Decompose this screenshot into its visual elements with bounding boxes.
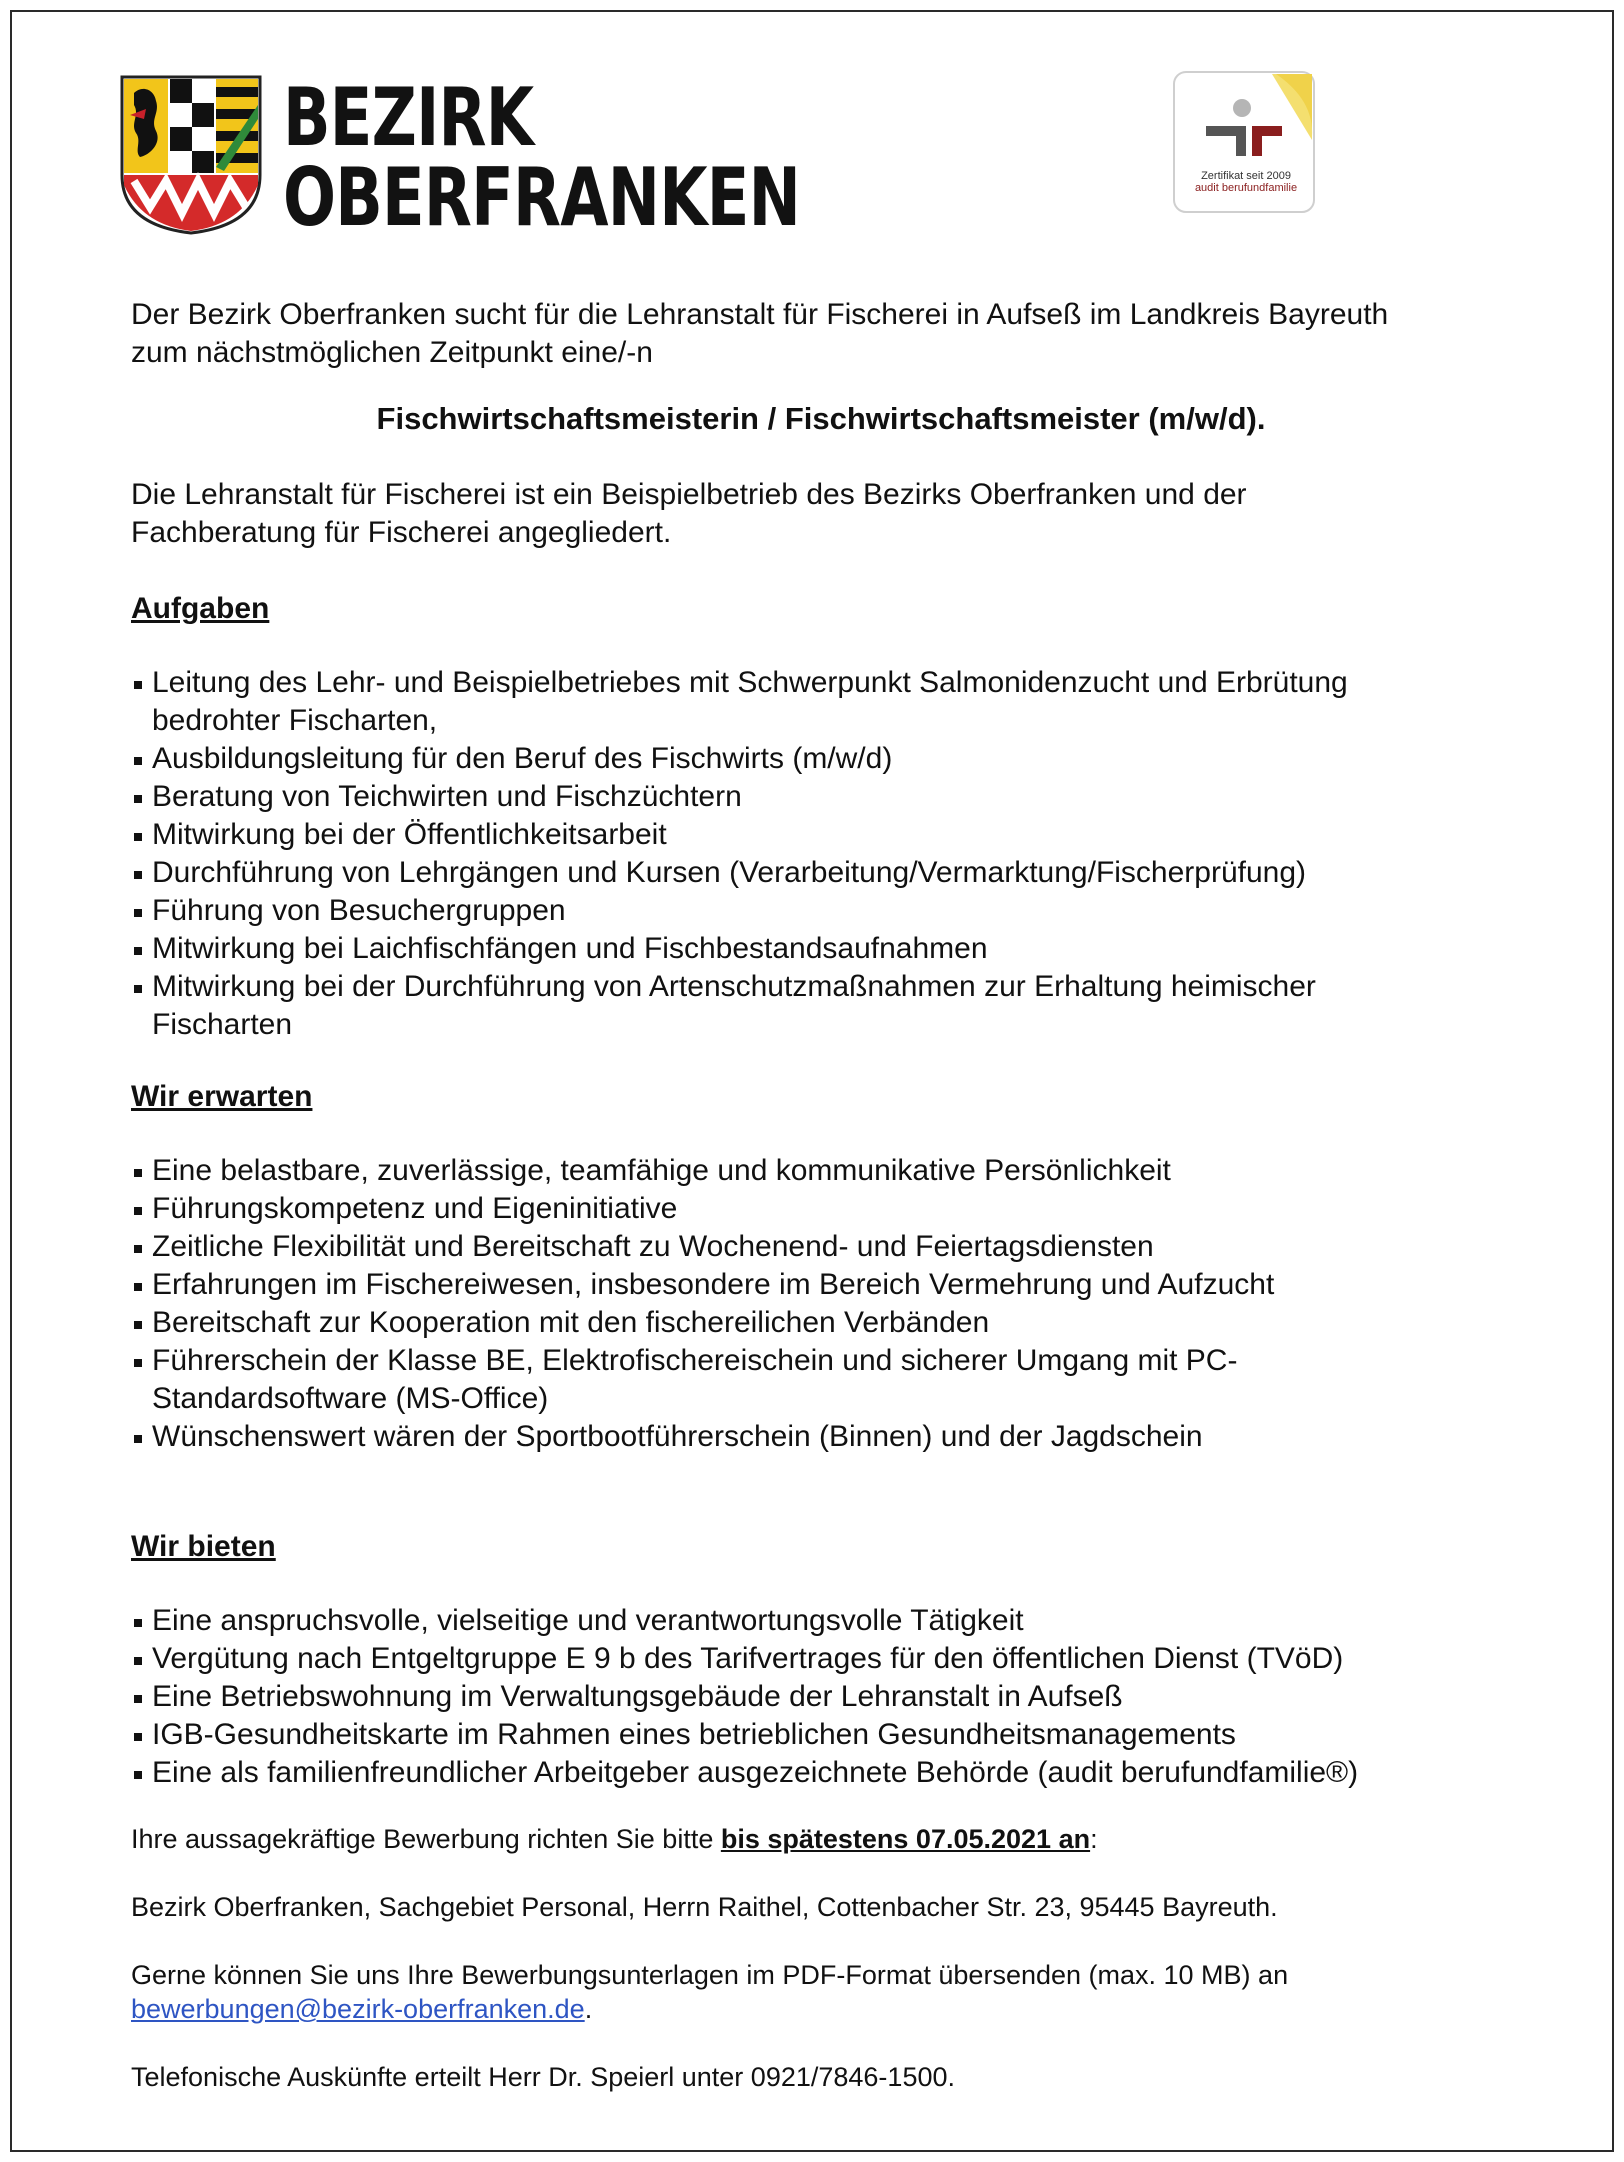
list-item-line: Mitwirkung bei der Durchführung von Artenschutzmaßnahmen zur Erhaltung heimischer	[152, 970, 1316, 1003]
list-item	[131, 778, 1511, 816]
bieten-heading: Wir bieten	[131, 1530, 276, 1563]
application-deadline: bis spätestens 07.05.2021 an	[720, 1824, 1091, 1854]
list-item	[131, 892, 1511, 930]
logo-wordmark	[283, 71, 801, 244]
phone-info: Telefonische Auskünfte erteilt Herr Dr. Speierl unter 0921/7846-1500.	[131, 2062, 955, 2092]
certificate-line-2: audit berufundfamilie	[1194, 182, 1298, 194]
list-item-line: Führerschein der Klasse BE, Elektrofischereischein und sicherer Umgang mit PC-	[152, 1344, 1238, 1377]
list-item-line: Vergütung nach Entgeltgruppe E 9 b des Tarifvertrages für den öffentlichen Dienst (TVöD)	[152, 1642, 1344, 1675]
application-prefix: Ihre aussagekräftige Bewerbung richten Sie bitte	[131, 1824, 721, 1854]
list-item-line: Leitung des Lehr- und Beispielbetriebes mit Schwerpunkt Salmonidenzucht und Erbrütung	[152, 666, 1348, 699]
coat-of-arms-icon	[122, 77, 260, 233]
list-item-line: Mitwirkung bei der Öffentlichkeitsarbeit	[152, 818, 667, 851]
application-suffix: :	[1090, 1824, 1098, 1854]
list-item-line: Führung von Besuchergruppen	[152, 894, 566, 927]
email-suffix: .	[584, 1994, 593, 2024]
certificate-caption	[1176, 170, 1316, 194]
list-item	[131, 664, 1511, 740]
application-address: Bezirk Oberfranken, Sachgebiet Personal, Herrn Raithel, Cottenbacher Str. 23, 95445 Bayreuth.	[131, 1892, 1278, 1922]
erwarten-list	[131, 1152, 1511, 1456]
list-item-line: Eine als familienfreundlicher Arbeitgeber ausgezeichnete Behörde (audit berufundfamilie®)	[152, 1756, 1359, 1789]
list-item-line: Standardsoftware (MS-Office)	[152, 1382, 549, 1415]
list-item	[131, 1754, 1511, 1792]
list-item	[131, 1418, 1511, 1456]
email-link[interactable]: bewerbungen@bezirk-oberfranken.de	[131, 1994, 585, 2024]
aufgaben-heading: Aufgaben	[131, 592, 270, 625]
list-item	[131, 1678, 1511, 1716]
list-item-line: Wünschenswert wären der Sportbootführerschein (Binnen) und der Jagdschein	[152, 1420, 1203, 1453]
aufgaben-list	[131, 664, 1511, 1044]
list-item-line: bedrohter Fischarten,	[152, 704, 438, 737]
list-item	[131, 1228, 1511, 1266]
email-line	[131, 1992, 1511, 2026]
list-item	[131, 854, 1511, 892]
list-item	[131, 1152, 1511, 1190]
certificate-line-1: Zertifikat seit 2009	[1201, 170, 1291, 182]
job-posting-body	[131, 296, 1511, 2094]
list-item	[131, 1640, 1511, 1678]
list-item	[131, 1190, 1511, 1228]
erwarten-heading: Wir erwarten	[131, 1080, 313, 1113]
list-item-line: Durchführung von Lehrgängen und Kursen (Verarbeitung/Vermarktung/Fischerprüfung)	[152, 856, 1307, 889]
list-item	[131, 740, 1511, 778]
list-item	[131, 1304, 1511, 1342]
description-line-1: Die Lehranstalt für Fischerei ist ein Beispielbetrieb des Bezirks Oberfranken und der	[131, 478, 1247, 511]
list-item	[131, 968, 1511, 1044]
description-line-2: Fachberatung für Fischerei angegliedert.	[131, 516, 672, 549]
list-item	[131, 930, 1511, 968]
list-item	[131, 1266, 1511, 1304]
intro-line-2: zum nächstmöglichen Zeitpunkt eine/-n	[131, 336, 653, 369]
list-item-line: Eine belastbare, zuverlässige, teamfähige und kommunikative Persönlichkeit	[152, 1154, 1171, 1187]
list-item	[131, 1602, 1511, 1640]
application-instruction	[131, 1822, 1511, 1856]
list-item-line: Mitwirkung bei Laichfischfängen und Fischbestandsaufnahmen	[152, 932, 988, 965]
list-item-line: Beratung von Teichwirten und Fischzüchtern	[152, 780, 742, 813]
list-item-line: Zeitliche Flexibilität und Bereitschaft zu Wochenend- und Feiertagsdiensten	[152, 1230, 1154, 1263]
list-item	[131, 816, 1511, 854]
list-item-line: Erfahrungen im Fischereiwesen, insbesondere im Bereich Vermehrung und Aufzucht	[152, 1268, 1275, 1301]
audit-berufundfamilie-badge	[1172, 70, 1320, 218]
list-item-line: Fischarten	[152, 1008, 293, 1041]
bieten-list	[131, 1602, 1511, 1792]
list-item-line: Eine Betriebswohnung im Verwaltungsgebäude der Lehranstalt in Aufseß	[152, 1680, 1123, 1713]
pdf-instruction: Gerne können Sie uns Ihre Bewerbungsunterlagen im PDF-Format übersenden (max. 10 MB) an	[131, 1960, 1289, 1990]
list-item-line: Ausbildungsleitung für den Beruf des Fischwirts (m/w/d)	[152, 742, 893, 775]
intro-line-1: Der Bezirk Oberfranken sucht für die Lehranstalt für Fischerei in Aufseß im Landkreis Bayreuth	[131, 298, 1389, 331]
job-title: Fischwirtschaftsmeisterin / Fischwirtschaftsmeister (m/w/d).	[376, 401, 1266, 436]
list-item-line: Eine anspruchsvolle, vielseitige und verantwortungsvolle Tätigkeit	[152, 1604, 1024, 1637]
list-item-line: Führungskompetenz und Eigeninitiative	[152, 1192, 678, 1225]
list-item	[131, 1342, 1511, 1418]
logo-line-2: OBERFRANKEN	[283, 151, 801, 244]
logo-line-1: BEZIRK	[283, 71, 534, 164]
list-item	[131, 1716, 1511, 1754]
list-item-line: IGB-Gesundheitskarte im Rahmen eines betrieblichen Gesundheitsmanagements	[152, 1718, 1236, 1751]
list-item-line: Bereitschaft zur Kooperation mit den fischereilichen Verbänden	[152, 1306, 990, 1339]
